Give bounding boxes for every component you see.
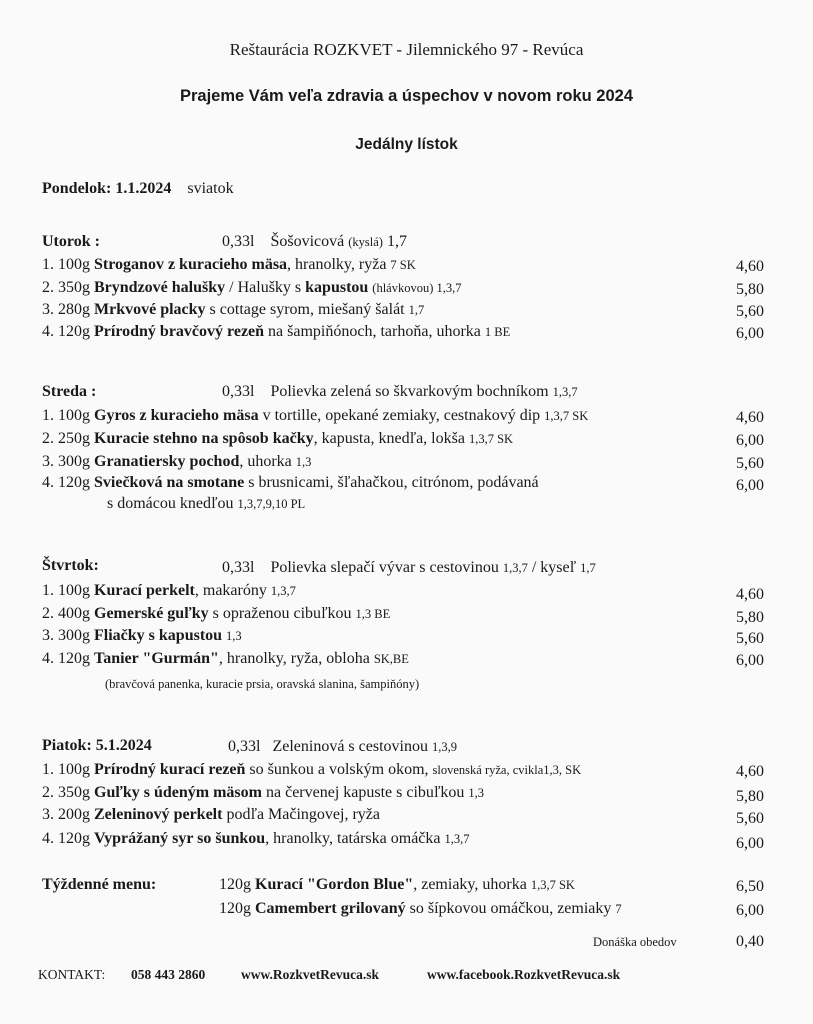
item-qty: 1. 100g: [42, 582, 90, 599]
restaurant-address: Reštaurácia ROZKVET - Jilemnického 97 - Revúca: [229, 40, 584, 59]
item-price: 5,80: [736, 609, 764, 626]
item-name: Mrkvové placky: [94, 301, 206, 318]
menu-item: [42, 279, 462, 297]
item-name: Gemerské guľky: [94, 605, 209, 622]
new-year-greeting: Prajeme Vám veľa zdravia a úspechov v novom roku 2024: [180, 87, 633, 105]
item-price: 6,00: [736, 325, 764, 342]
menu-item: [42, 806, 380, 824]
item-price: 5,80: [736, 281, 764, 298]
item-qty: 2. 350g: [42, 784, 90, 801]
item-name-2: kapustou: [305, 279, 369, 296]
contact-website[interactable]: www.RozkvetRevuca.sk: [241, 967, 379, 982]
item-name: Kurací "Gordon Blue": [255, 876, 414, 893]
menu-item: [42, 582, 296, 600]
wednesday-label: Streda :: [42, 383, 97, 400]
item-desc: , hranolky, ryža: [287, 256, 387, 273]
item-price: 4,60: [736, 763, 764, 780]
item-name: Guľky s údeným mäsom: [94, 784, 262, 801]
item-allergens: 1,3,7 SK: [530, 878, 575, 892]
soup-name: Polievka zelená so škvarkovým bochníkom: [270, 383, 549, 400]
item-desc: , kapusta, knedľa, lokša: [313, 430, 465, 447]
item-price: 5,80: [736, 788, 764, 805]
weekly-label: Týždenné menu:: [42, 876, 157, 893]
item-price: 6,00: [736, 652, 764, 669]
soup-allergens: 1,7: [386, 233, 407, 250]
contact-phone: 058 443 2860: [131, 967, 206, 982]
item-qty: 1. 100g: [42, 407, 90, 424]
item-name: Vyprážaný syr so šunkou: [94, 830, 266, 847]
item-qty: 2. 250g: [42, 430, 90, 447]
item-desc: s cottage syrom, miešaný šalát: [205, 301, 405, 318]
item-qty: 1. 100g: [42, 761, 90, 778]
menu-item: [42, 761, 581, 779]
menu-item: [42, 407, 588, 425]
item-desc: v tortille, opekané zemiaky, cestnakový dip: [258, 407, 541, 424]
item-qty: 4. 120g: [42, 323, 90, 340]
soup-alt-allergens: 1,7: [580, 561, 596, 575]
item-price: 5,60: [736, 303, 764, 320]
item-allergens: 1 BE: [484, 325, 511, 339]
weekly-item: [219, 876, 575, 894]
item-allergens: 1,7: [408, 303, 425, 317]
item-name: Kurací perkelt: [94, 582, 195, 599]
friday-label: Piatok: 5.1.2024: [42, 737, 152, 754]
item-qty: 120g: [219, 876, 251, 893]
item-allergens: 1,3: [468, 786, 485, 800]
item-desc: so šípkovou omáčkou, zemiaky: [405, 900, 612, 917]
item-price: 6,00: [736, 902, 764, 919]
item-desc: / Halušky s: [225, 279, 306, 296]
item-continuation: (bravčová panenka, kuracie prsia, oravská slanina, šampiňóny): [105, 677, 420, 691]
contact-label: KONTAKT:: [38, 967, 106, 982]
item-price: 6,50: [736, 878, 764, 895]
soup-volume: 0,33l: [222, 383, 255, 400]
item-name: Zeleninový perkelt: [94, 806, 223, 823]
soup-allergens: 1,3,7: [552, 385, 578, 399]
item-allergens: 1,3,7: [270, 584, 296, 598]
tuesday-soup: [222, 233, 407, 251]
thursday-label: Štvrtok:: [42, 557, 99, 574]
menu-title: Jedálny lístok: [355, 136, 458, 153]
item-price: 4,60: [736, 409, 764, 426]
item-qty: 4. 120g: [42, 830, 90, 847]
tuesday-label: Utorok :: [42, 233, 100, 250]
item-continuation: [107, 495, 305, 513]
item-qty: 3. 280g: [42, 301, 90, 318]
item-name: Camembert grilovaný: [255, 900, 406, 917]
menu-item: [42, 650, 409, 668]
item-qty: 4. 120g: [42, 474, 90, 491]
item-price: 6,00: [736, 835, 764, 852]
item-desc: na červenej kapuste s cibuľkou: [261, 784, 465, 801]
item-qty: 2. 400g: [42, 605, 90, 622]
item-qty: 120g: [219, 900, 251, 917]
item-allergens: 1,3: [226, 629, 242, 643]
item-qty: 2. 350g: [42, 279, 90, 296]
menu-item: [42, 256, 416, 274]
menu-item: [42, 430, 513, 448]
contact-facebook[interactable]: www.facebook.RozkvetRevuca.sk: [427, 967, 621, 982]
menu-item: [42, 627, 242, 645]
item-name: Gyros z kuracieho mäsa: [94, 407, 259, 424]
friday-soup: [228, 738, 457, 756]
soup-volume: 0,33l: [222, 559, 255, 576]
menu-item: [42, 323, 510, 341]
item-desc: na šampiňónoch, tarhoňa, uhorka: [264, 323, 481, 340]
item-price: 6,00: [736, 477, 764, 494]
item-name: Kuracie stehno na spôsob kačky: [94, 430, 314, 447]
item-qty: 1. 100g: [42, 256, 90, 273]
item-desc: , makaróny: [194, 582, 267, 599]
thursday-soup: [222, 559, 596, 577]
item-price: 5,60: [736, 810, 764, 827]
item-name: Stroganov z kuracieho mäsa: [94, 256, 288, 273]
soup-allergens: 1,3,9: [431, 740, 457, 754]
soup-volume: 0,33l: [222, 233, 255, 250]
soup-name: Zeleninová s cestovinou: [272, 738, 428, 755]
soup-volume: 0,33l: [228, 738, 261, 755]
item-desc: s domácou knedľou: [107, 495, 234, 512]
item-name: Prírodný kurací rezeň: [94, 761, 246, 778]
item-name: Sviečková na smotane: [94, 474, 245, 491]
item-price: 5,60: [736, 630, 764, 647]
item-price: 6,00: [736, 432, 764, 449]
soup-name: Šošovicová: [270, 233, 345, 250]
menu-item: [42, 453, 311, 471]
item-allergens: 7 SK: [390, 258, 416, 272]
menu-item: [42, 784, 484, 802]
item-desc: so šunkou a volským okom,: [245, 761, 429, 778]
soup-note: (kyslá): [348, 235, 383, 249]
item-qty: 3. 300g: [42, 453, 90, 470]
wednesday-soup: [222, 383, 578, 401]
item-price: 5,60: [736, 455, 764, 472]
menu-item: [42, 301, 424, 319]
item-allergens: slovenská ryža, cvikla1,3, SK: [432, 763, 582, 777]
item-desc: , hranolky, ryža, obloha: [218, 650, 370, 667]
item-allergens: 1,3 BE: [355, 607, 391, 621]
item-allergens: 1,3: [295, 455, 312, 469]
item-allergens: SK,BE: [373, 652, 409, 666]
item-allergens: 1,3,7: [444, 832, 470, 846]
item-desc: , zemiaky, uhorka: [413, 876, 527, 893]
soup-allergens: 1,3,7: [502, 561, 528, 575]
item-price: 4,60: [736, 586, 764, 603]
monday-note: sviatok: [187, 180, 234, 197]
item-name: Bryndzové halušky: [94, 279, 226, 296]
weekly-item: [219, 900, 622, 918]
item-desc: s brusnicami, šľahačkou, citrónom, podávaná: [244, 474, 539, 491]
monday-row: [42, 180, 234, 198]
item-allergens: 1,3,7 SK: [468, 432, 514, 446]
item-desc: , uhorka: [239, 453, 292, 470]
item-desc: , hranolky, tatárska omáčka: [265, 830, 441, 847]
menu-item: [42, 605, 390, 623]
monday-label: Pondelok: 1.1.2024: [42, 180, 172, 197]
item-name: Prírodný bravčový rezeň: [94, 323, 265, 340]
item-name: Tanier "Gurmán": [94, 650, 219, 667]
item-qty: 3. 300g: [42, 627, 90, 644]
item-allergens: 7: [615, 902, 622, 916]
delivery-price: 0,40: [736, 933, 764, 950]
item-name: Granatiersky pochod: [94, 453, 240, 470]
item-allergens: 1,3,7,9,10 PL: [237, 497, 306, 511]
item-price: 4,60: [736, 258, 764, 275]
item-qty: 4. 120g: [42, 650, 90, 667]
item-allergens: (hlávkovou) 1,3,7: [372, 281, 462, 295]
delivery-label: Donáška obedov: [593, 935, 677, 949]
menu-item: [42, 474, 539, 492]
item-allergens: 1,3,7 SK: [544, 409, 589, 423]
soup-name: Polievka slepačí vývar s cestovinou: [270, 559, 499, 576]
item-desc: podľa Mačingovej, ryža: [222, 806, 380, 823]
item-desc: s opraženou cibuľkou: [208, 605, 352, 622]
item-qty: 3. 200g: [42, 806, 90, 823]
menu-item: [42, 830, 470, 848]
soup-alt: / kyseľ: [527, 559, 577, 576]
item-name: Fliačky s kapustou: [94, 627, 223, 644]
